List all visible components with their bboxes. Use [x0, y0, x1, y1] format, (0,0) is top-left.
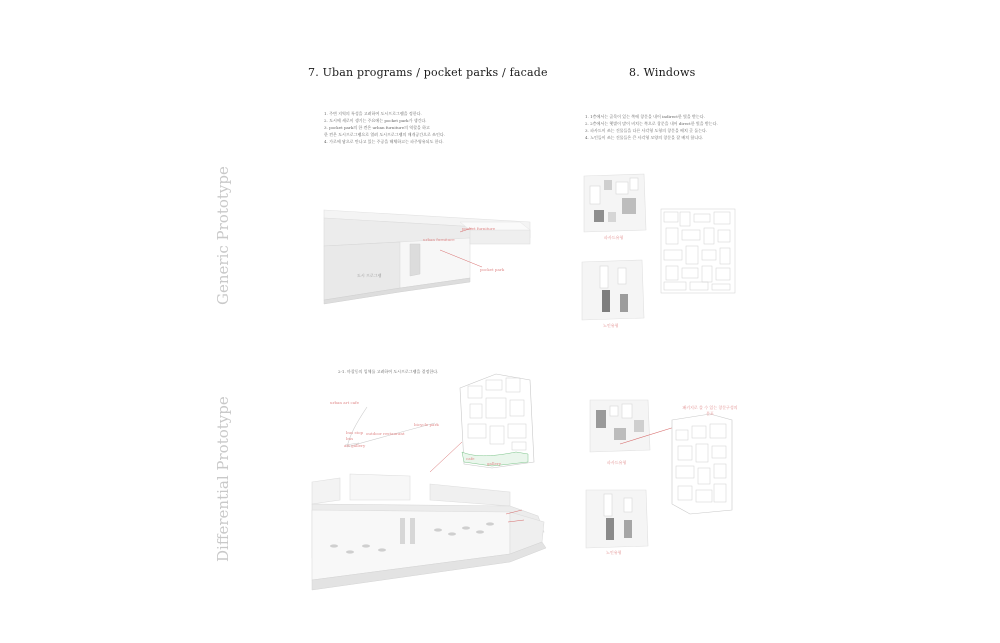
window-note-2: 2. 2층에서는 햇볕이 많이 비치는 쪽으로 창문을 내어 direct한 빛을 받는다. — [585, 121, 718, 126]
generic-caption-program: 도시 프로그램 — [357, 273, 382, 278]
win-diff-caption-b: 노인유형 — [606, 550, 622, 555]
generic-caption-pocket-park: pocket park — [480, 267, 505, 272]
urban-note-1: 1. 주변 지역의 특성을 고려하여 도시프로그램을 정한다. — [324, 111, 422, 116]
diff-label-3: art gallery — [344, 443, 366, 448]
win-generic-caption-b: 노인유형 — [603, 323, 619, 328]
differential-urban-model — [310, 470, 550, 594]
generic-window-cube-a — [582, 172, 648, 234]
generic-caption-pocket-furniture: pocket furniture — [462, 226, 496, 231]
window-notes — [585, 113, 718, 141]
urban-note-4: 한 켠은 도시프로그램으로 열려 도시프로그램의 매개공간으로 쓰인다. — [324, 132, 445, 137]
diff-plan-small-1: gallery — [487, 461, 502, 466]
urban-note-5: 4. 가로에 닿으로 만나고 있는 주공을 해체하고는 파주영유되도 한다. — [324, 139, 444, 144]
generic-window-elevation — [660, 208, 736, 294]
urban-notes — [324, 110, 445, 145]
win-diff-caption-a: 파사드유형 — [607, 460, 627, 465]
windows-title: 8. Windows — [629, 66, 696, 79]
urban-note-3: 3. pocket park의 한 켠은 urban furniture의 역할을 하고 — [324, 125, 430, 130]
differential-prototype-label: Differential Prototype — [214, 396, 232, 562]
window-note-1: 1. 1층에서는 골목이 있는 쪽에 창문을 내어 indirect한 빛을 받는다. — [585, 114, 705, 119]
generic-prototype-label: Generic Prototype — [214, 166, 232, 305]
win-generic-caption-a: 파사드유형 — [604, 235, 624, 240]
diff-plan-small-0: cafe — [466, 456, 475, 461]
urban-note-differential: 2-1. 마찰동의 입체를 고려하여 도시프로그램을 결정한다. — [338, 369, 439, 374]
window-note-4: 4. 노인들이 쓰는 건물들은 큰 사각형 모양의 창문을 잘 배치 합니다. — [585, 135, 704, 140]
urban-note-2: 2. 도시에 새로이 생기는 주요에는 pocket park가 생긴다. — [324, 118, 427, 123]
generic-window-cube-b — [580, 258, 646, 322]
window-note-3: 3. 파사드이 쓰는 건물들을 다른 사각형 도형의 창문을 배치 곳 돌는다. — [585, 128, 708, 133]
diff-label-1: bus stop — [346, 430, 364, 435]
urban-programs-title: 7. Uban programs / pocket parks / facade — [308, 66, 548, 79]
diff-window-annotation: 패키지로 쓸 수 있는 창문구성의 분포 — [682, 405, 738, 416]
diff-label-2: bus — [346, 436, 354, 441]
generic-urban-model — [320, 200, 550, 310]
generic-caption-urban-furniture: urban furniture — [423, 237, 455, 242]
diff-label-0: urban art cafe — [330, 400, 359, 405]
diff-label-4: bicycle park — [414, 422, 439, 427]
diff-label-5: outdoor restaurant — [366, 431, 405, 436]
diff-window-elevation — [620, 400, 742, 518]
